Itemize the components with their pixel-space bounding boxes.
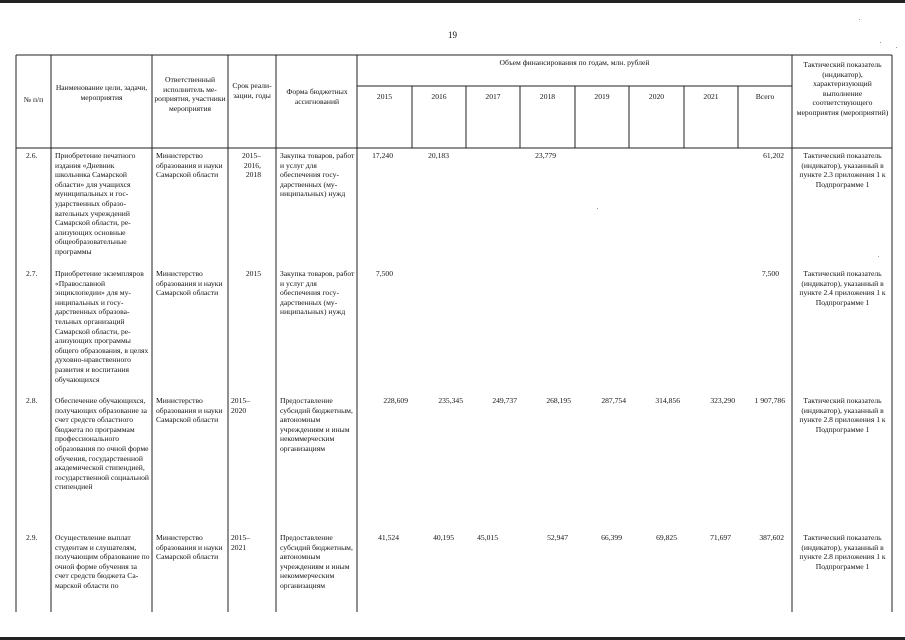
row-2-9-2016: 40,195 [433, 533, 454, 542]
header-total: Всего [755, 92, 775, 101]
row-2-9-2019: 66,399 [601, 533, 622, 542]
header-form: Форма бюджетных ассигнований [286, 87, 348, 106]
scan-speck [859, 19, 860, 20]
row-2-9-indicator: Тактический показатель (индикатор), указанный в пункте 2.8 приложения 1 к Подпрограмме 1 [799, 533, 886, 571]
header-name: Наименование цели, задачи, мероприятия [55, 83, 148, 102]
row-2-9-executor: Министерство образования и науки Самарской области [156, 533, 223, 562]
header-year-2015: 2015 [376, 92, 393, 101]
row-2-8-form: Предоставление субсидий бюджетным, автономным учреждениям и иным некоммерческим организациям [280, 396, 353, 453]
row-2-8-2018: 268,195 [546, 396, 571, 405]
row-2-8-2019: 287,754 [601, 396, 626, 405]
row-2-9-2018: 52,947 [547, 533, 568, 542]
header-year-2018: 2018 [539, 92, 556, 101]
row-2-6-name: Приобретение печатного издания «Дневник школьника Самарской области» для учащихся муниципальных и государственных образовательных учреждений Самарской области, реализующих основные общеобразовательные программы [55, 151, 136, 256]
scan-speck [880, 42, 881, 43]
header-year-2016: 2016 [431, 92, 447, 101]
row-2-6-2018: 23,779 [535, 151, 556, 160]
row-2-7-term: 2015 [245, 269, 261, 278]
row-2-6-term: 2015– 2016, 2018 [242, 151, 261, 180]
scan-speck [597, 208, 598, 209]
row-2-8-2021: 323,290 [710, 396, 735, 405]
row-2-7-2015: 7,500 [375, 269, 393, 278]
row-2-8-indicator: Тактический показатель (индикатор), указанный в пункте 2.8 приложения 1 к Подпрограмме 1 [799, 396, 886, 434]
row-2-6-2015: 17,240 [372, 151, 393, 160]
row-2-6-indicator: Тактический показатель (индикатор), указанный в пункте 2.3 приложения 1 к Подпрограмме 1 [799, 151, 886, 189]
header-financing: Объем финансирования по годам, млн. рублей [499, 58, 650, 67]
header-num: № п/п [23, 95, 44, 104]
row-2-8-total: 1 907,786 [754, 396, 785, 405]
row-2-6-total: 61,202 [763, 151, 784, 160]
row-2-7-indicator: Тактический показатель (индикатор), указанный в пункте 2.4 приложения 1 к Подпрограмме 1 [799, 269, 886, 307]
header-year-2021: 2021 [703, 92, 719, 101]
row-2-6-2016: 20,183 [428, 151, 449, 160]
header-term: Срок реализации, годы [232, 81, 272, 100]
row-2-9-num: 2.9. [26, 533, 38, 542]
row-2-7-name: Приобретение экземпляров «Православной энциклопедии» для муниципальных и государственных образовательных организаций Самарской области, реализующих программы общего образования, в целях духовно-нравственного развития и воспитания обучающихся [55, 269, 149, 384]
row-2-9-term: 2015– 2021 [231, 533, 250, 552]
header-year-2020: 2020 [648, 92, 665, 101]
header-year-2017: 2017 [485, 92, 501, 101]
row-2-7-total: 7,500 [761, 269, 779, 278]
row-2-9-2021: 71,697 [710, 533, 731, 542]
row-2-8-2015: 228,609 [383, 396, 408, 405]
row-2-9-total: 387,602 [759, 533, 784, 542]
scan-speck [878, 256, 879, 257]
row-2-9-name: Осуществление выплат студентам и слушателям, получающим образование по очной форме обучения за счет средств бюджета Самарской области по [55, 533, 150, 590]
row-2-8-2016: 235,345 [438, 396, 463, 405]
row-2-7-executor: Министерство образования и науки Самарской области [156, 269, 223, 298]
row-2-7-form: Закупка товаров, работ и услуг для обеспечения государственных (муниципальных) нужд [280, 269, 355, 317]
row-2-6-num: 2.6. [26, 151, 38, 160]
row-2-9-2017: 45,015 [477, 533, 498, 542]
header-indicator: Тактический показатель (индикатор), характеризующий выполнение соответствующего мероприятия (мероприятий) [796, 60, 889, 117]
page-number: 19 [448, 30, 457, 40]
row-2-8-2017: 249,737 [492, 396, 517, 405]
row-2-6-executor: Министерство образования и науки Самарской области [156, 151, 223, 180]
row-2-8-name: Обеспечение обучающихся, получающих образование за счет средств областного бюджета по программам профессионального образования по очной форме обучения, государственной академической стипендией, государственной социальной стипендией [55, 396, 149, 492]
row-2-8-executor: Министерство образования и науки Самарской области [156, 396, 223, 425]
row-2-8-2020: 314,856 [655, 396, 680, 405]
row-2-9-2020: 69,825 [656, 533, 677, 542]
row-2-6-form: Закупка товаров, работ и услуг для обеспечения государственных (муниципальных) нужд [280, 151, 355, 199]
header-year-2019: 2019 [594, 92, 610, 101]
scan-speck [896, 47, 897, 48]
header-executor: Ответственный исполнитель мероприятия, участники мероприятия [154, 75, 226, 113]
row-2-9-form: Предоставление субсидий бюджетным, автономным учреждениям и иным некоммерческим организациям [280, 533, 353, 590]
row-2-8-num: 2.8. [26, 396, 38, 405]
row-2-8-term: 2015– 2020 [231, 396, 250, 415]
row-2-7-num: 2.7. [26, 269, 38, 278]
row-2-9-2015: 41,524 [378, 533, 399, 542]
